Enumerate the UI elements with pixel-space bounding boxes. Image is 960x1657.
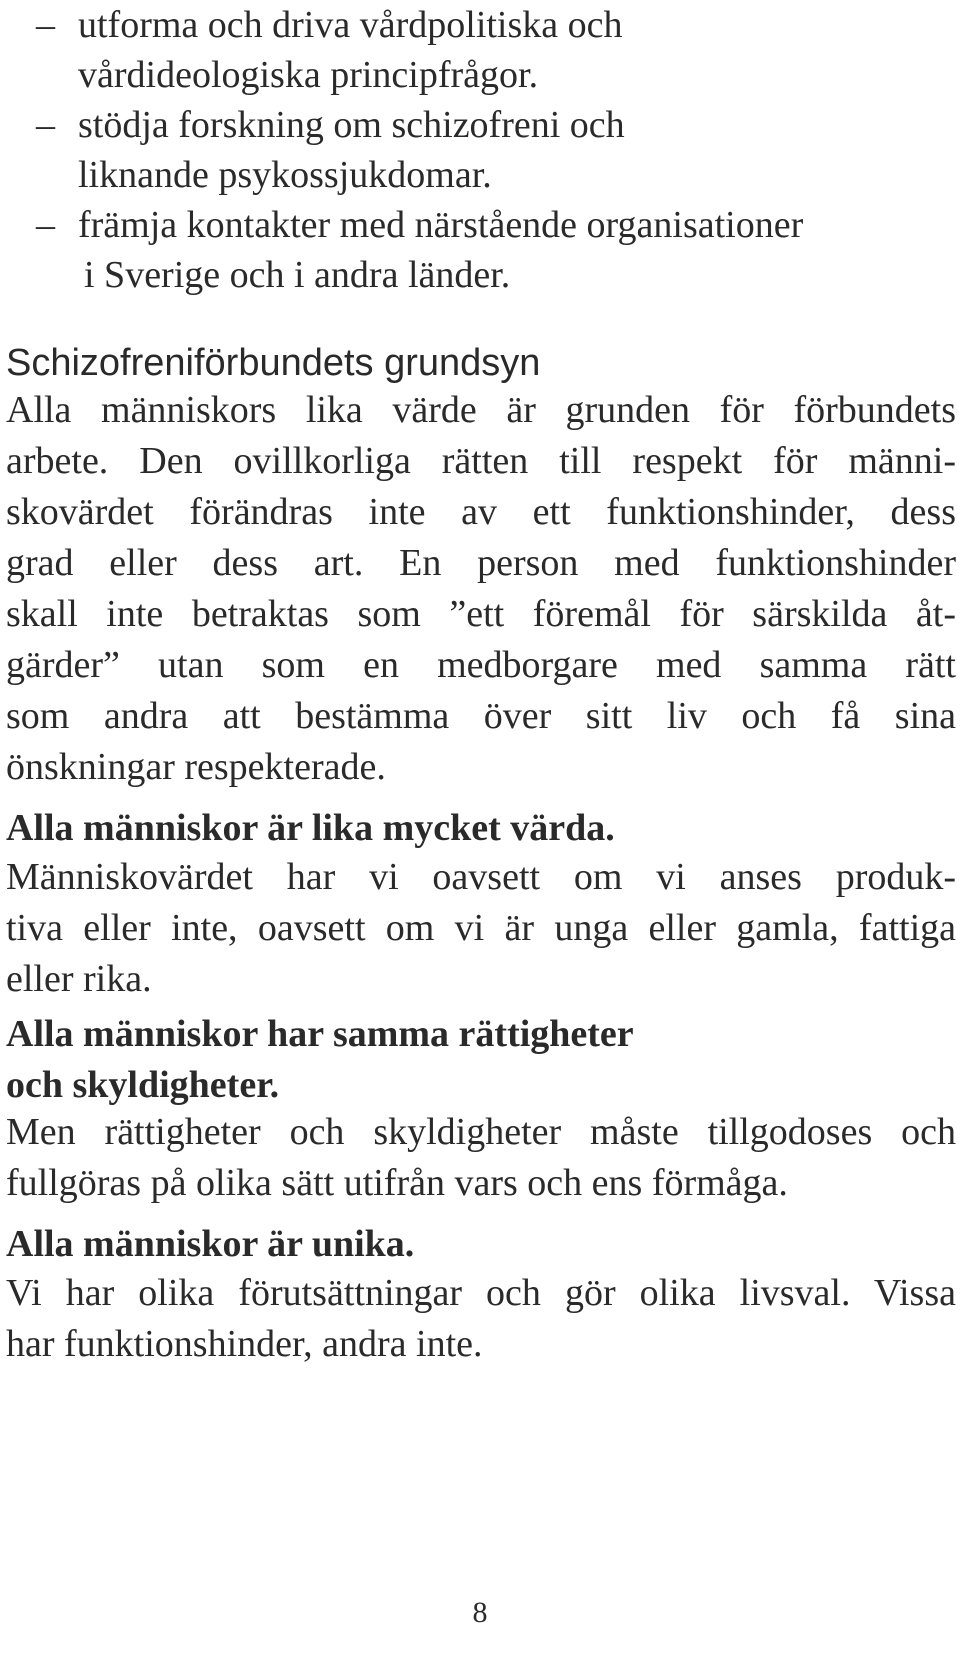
paragraph-line: skovärdet förändras inte av ett funktionshinder, dess [6,491,956,533]
list-item [0,0,960,100]
goal-list [0,0,960,300]
dash-marker: – [36,104,55,146]
paragraph-line: som andra att bestämma över sitt liv och få sina [6,695,956,737]
paragraph-line: eller rika. [6,958,152,1000]
paragraph-line: fullgöras på olika sätt utifrån vars och ens förmåga. [6,1162,788,1204]
list-item-line: utforma och driva vårdpolitiska och [78,4,623,46]
paragraph-line: arbete. Den ovillkorliga rätten till respekt för männi- [6,440,956,482]
dash-marker: – [36,204,55,246]
list-item [0,200,960,300]
paragraph-line: Alla människors lika värde är grunden för förbundets [6,389,956,431]
list-item-line: stödja forskning om schizofreni och [78,104,625,146]
paragraph-line: grad eller dess art. En person med funktionshinder [6,542,956,584]
paragraph-line: önskningar respekterade. [6,746,386,788]
list-item-line: främja kontakter med närstående organisationer [78,204,804,246]
paragraph-line: Människovärdet har vi oavsett om vi anses produk- [6,856,956,898]
list-item-line: i Sverige och i andra länder. [84,254,511,296]
principle-paragraph [6,1107,956,1209]
paragraph-line: skall inte betraktas som ”ett föremål för särskilda åt- [6,593,956,635]
paragraph-line: Vi har olika förutsättningar och gör olika livsval. Vissa [6,1272,956,1314]
principle-title [6,1009,634,1111]
principle-title [6,1219,414,1270]
principle-title [6,803,615,854]
page-number: 8 [472,1596,488,1629]
paragraph-line: gärder” utan som en medborgare med samma rätt [6,644,956,686]
section-heading: Schizofreniförbundets grundsyn [6,342,541,384]
list-item-line: liknande psykossjukdomar. [78,154,492,196]
principle-title-line: Alla människor har samma rättigheter [6,1013,634,1055]
list-item-line: vårdideologiska principfrågor. [78,54,539,96]
principle-paragraph [6,1268,956,1370]
principle-title-line: Alla människor är unika. [6,1223,415,1265]
intro-paragraph [6,385,956,793]
principle-title-line: och skyldigheter. [6,1064,280,1106]
dash-marker: – [36,4,55,46]
paragraph-line: tiva eller inte, oavsett om vi är unga eller gamla, fattiga [6,907,956,949]
principle-paragraph [6,852,956,1005]
paragraph-line: har funktionshinder, andra inte. [6,1323,483,1365]
paragraph-line: Men rättigheter och skyldigheter måste tillgodoses och [6,1111,956,1153]
list-item [0,100,960,200]
principle-title-line: Alla människor är lika mycket värda. [6,807,615,849]
